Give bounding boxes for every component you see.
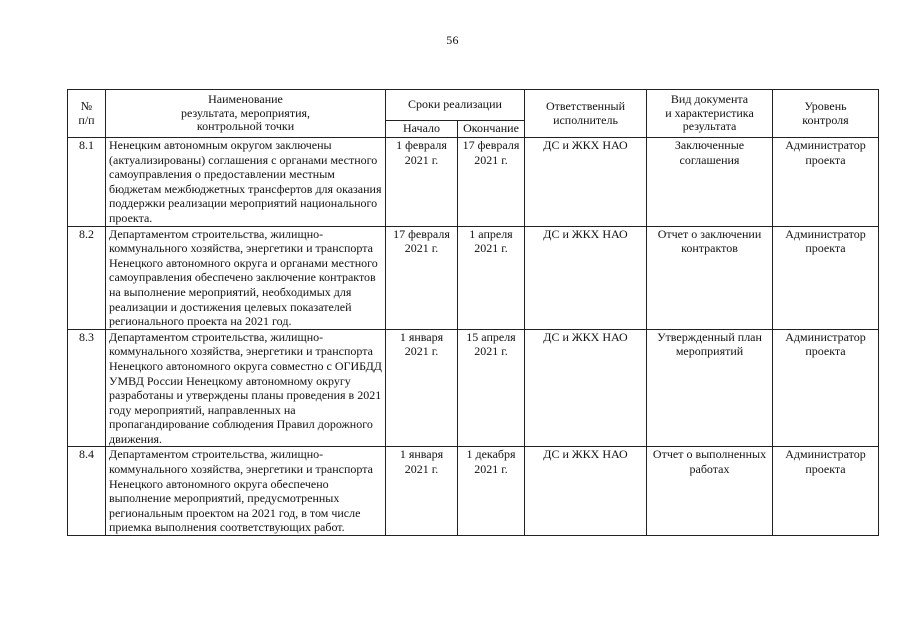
row-executor: ДС и ЖКХ НАО	[525, 138, 647, 227]
row-start: 1 января 2021 г.	[386, 447, 458, 536]
row-document: Отчет о заключении контрактов	[647, 226, 773, 329]
row-document: Отчет о выполненных работах	[647, 447, 773, 536]
row-level: Администратор проекта	[773, 226, 879, 329]
row-end: 15 апреля 2021 г.	[458, 329, 525, 447]
header-name: Наименование результата, мероприятия, контрольной точки	[106, 90, 386, 138]
row-number: 8.4	[68, 447, 106, 536]
header-level: Уровень контроля	[773, 90, 879, 138]
row-number: 8.3	[68, 329, 106, 447]
page-number: 56	[446, 33, 459, 47]
header-period: Сроки реализации	[386, 90, 525, 121]
header-start: Начало	[386, 121, 458, 138]
row-level: Администратор проекта	[773, 138, 879, 227]
row-end: 1 декабря 2021 г.	[458, 447, 525, 536]
header-num: № п/п	[68, 90, 106, 138]
row-level: Администратор проекта	[773, 329, 879, 447]
row-start: 17 февраля 2021 г.	[386, 226, 458, 329]
row-executor: ДС и ЖКХ НАО	[525, 329, 647, 447]
header-document: Вид документа и характеристика результата	[647, 90, 773, 138]
row-start: 1 февраля 2021 г.	[386, 138, 458, 227]
header-end: Окончание	[458, 121, 525, 138]
row-start: 1 января 2021 г.	[386, 329, 458, 447]
table-row	[68, 447, 879, 536]
row-executor: ДС и ЖКХ НАО	[525, 447, 647, 536]
table-row	[68, 138, 879, 227]
row-executor: ДС и ЖКХ НАО	[525, 226, 647, 329]
header-executor: Ответственный исполнитель	[525, 90, 647, 138]
row-name: Департаментом строительства, жилищно-коммунального хозяйства, энергетики и транспорта Ненецкого автономного округа совместно с ОГИБДД УМВД России Ненецкому автономному округу разработаны и утверждены планы проведения в 2021 году мероприятий, направленных на пропагандирование соблюдения Правил дорожного движения.	[106, 329, 386, 447]
table-row	[68, 226, 879, 329]
row-end: 1 апреля 2021 г.	[458, 226, 525, 329]
row-level: Администратор проекта	[773, 447, 879, 536]
row-name: Департаментом строительства, жилищно-коммунального хозяйства, энергетики и транспорта Ненецкого автономного округа и органами местного самоуправления обеспечено заключение контрактов на выполнение мероприятий, необходимых для реализации и достижения целевых показателей регионального проекта на 2021 год.	[106, 226, 386, 329]
row-document: Заключенные соглашения	[647, 138, 773, 227]
row-document: Утвержденный план мероприятий	[647, 329, 773, 447]
row-name: Департаментом строительства, жилищно-коммунального хозяйства, энергетики и транспорта Ненецкого автономного округа обеспечено выполнение мероприятий, предусмотренных региональным проектом на 2021 год, в том числе приемка выполнения соответствующих работ.	[106, 447, 386, 536]
row-number: 8.2	[68, 226, 106, 329]
table-row	[68, 329, 879, 447]
plan-table	[67, 89, 879, 536]
row-number: 8.1	[68, 138, 106, 227]
header-row	[68, 90, 879, 121]
row-end: 17 февраля 2021 г.	[458, 138, 525, 227]
row-name: Ненецким автономным округом заключены (актуализированы) соглашения с органами местного самоуправления о предоставлении местным бюджетам межбюджетных трансфертов для оказания поддержки реализации мероприятий национального проекта.	[106, 138, 386, 227]
